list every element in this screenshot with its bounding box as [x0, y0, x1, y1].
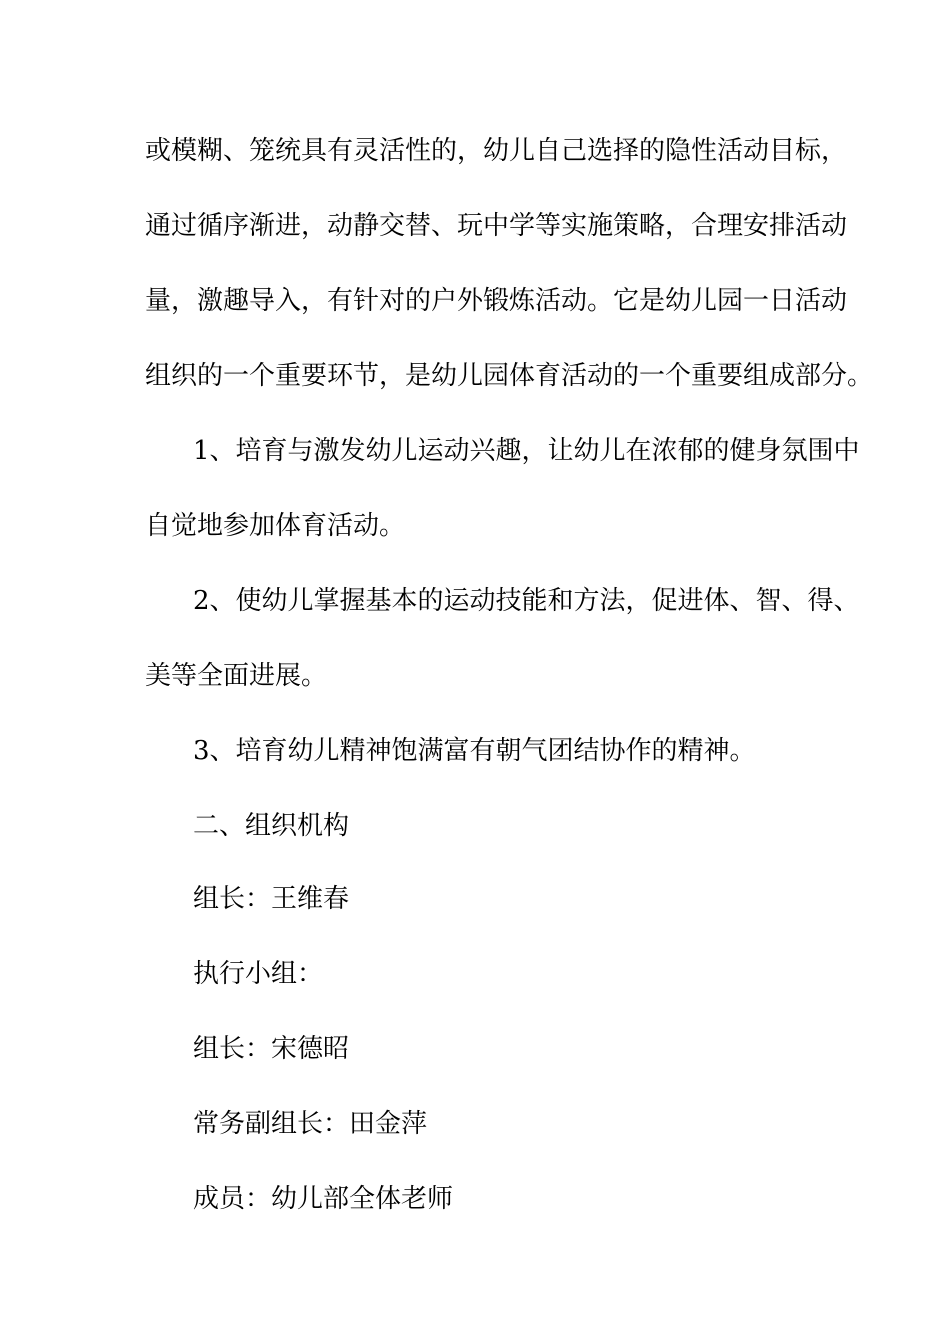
body-text-line: 通过循序渐进，动静交替、玩中学等实施策略，合理安排活动 [145, 211, 848, 241]
section-heading: 二、组织机构 [193, 811, 350, 841]
leader-entry: 组长：王维春 [193, 884, 350, 914]
goal-item-2: 2、使幼儿掌握基本的运动技能和方法，促进体、智、得、 [193, 586, 860, 616]
members-entry: 成员：幼儿部全体老师 [193, 1184, 454, 1214]
deputy-leader-entry: 常务副组长：田金萍 [193, 1109, 428, 1139]
goal-item-1: 1、培育与激发幼儿运动兴趣，让幼儿在浓郁的健身氛围中 [193, 436, 860, 466]
goal-item-1-continued: 自觉地参加体育活动。 [145, 511, 406, 541]
body-text-line: 量，激趣导入，有针对的户外锻炼活动。它是幼儿园一日活动 [145, 286, 848, 316]
executive-group-label: 执行小组： [193, 959, 324, 989]
group-leader-entry: 组长：宋德昭 [193, 1034, 350, 1064]
body-text-line: 或模糊、笼统具有灵活性的，幼儿自己选择的隐性活动目标， [145, 136, 848, 166]
body-text-line: 组织的一个重要环节，是幼儿园体育活动的一个重要组成部分。 [145, 361, 874, 391]
goal-item-2-continued: 美等全面进展。 [145, 661, 328, 691]
goal-item-3: 3、培育幼儿精神饱满富有朝气团结协作的精神。 [193, 736, 756, 766]
